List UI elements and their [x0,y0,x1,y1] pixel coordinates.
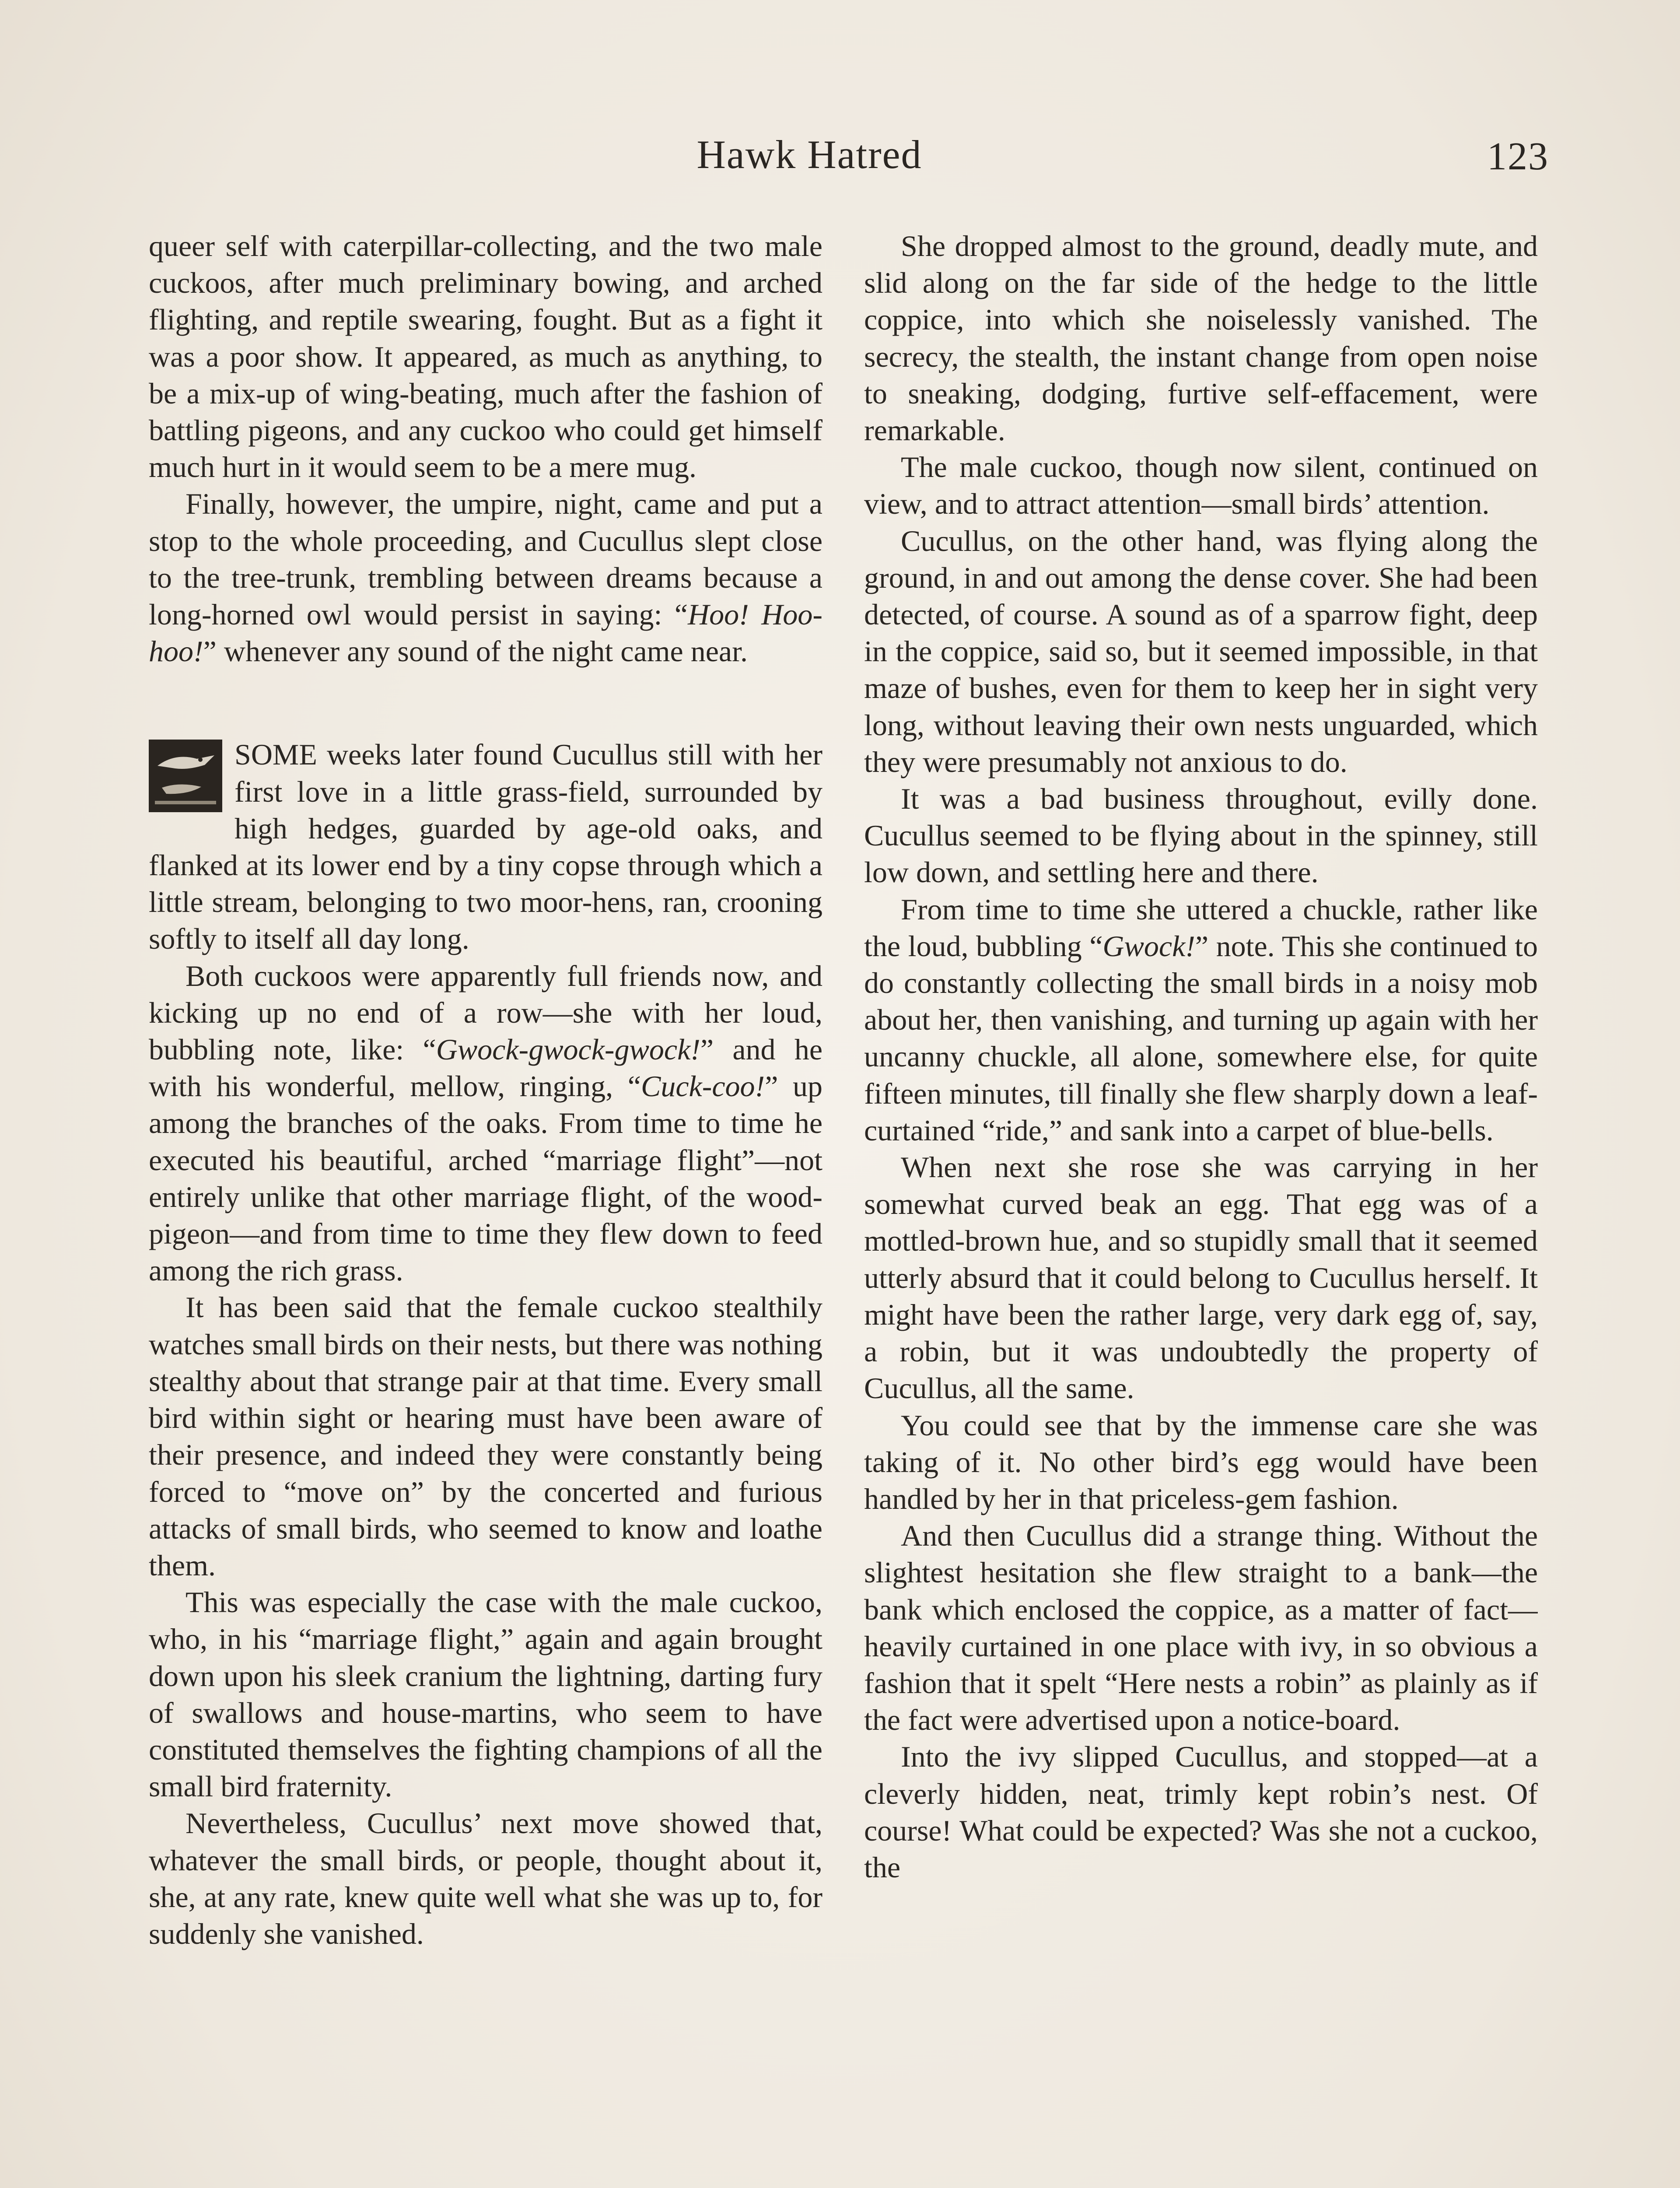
decorative-initial-ornament [149,740,222,812]
paragraph: Cucullus, on the other hand, was flying along the ground, in and out among the dense cover. She had been detected, of course. A sound as of a sparrow fight, deep in the coppice, said so, but it seemed impossible, in that maze of bushes, even for them to keep her in sight very long, without leaving their own nests unguarded, which they were presumably not anxious to do. [864,524,1538,778]
paragraph: It was a bad business throughout, evilly done. Cucullus seemed to be flying about in the spinney, still low down, and settling here and there. [864,782,1538,889]
paragraph: It has been said that the female cuckoo stealthily watches small birds on their nests, but there was nothing stealthy about that strange pair at that time. Every small bird within sight or hearing must have been aware of their presence, and indeed they were constantly being forced to “move on” by the concerted and furious attacks of small birds, who seemed to know and loathe them. [149,1290,822,1582]
paragraph: This was especially the case with the male cuckoo, who, in his “marriage flight,” again and again brought down upon his sleek cranium the lightning, darting fury of swallows and house-martins, who seem to have constituted themselves the fighting champions of all the small bird fraternity. [149,1585,822,1803]
page-number: 123 [1487,135,1549,178]
running-head-title: Hawk Hatred [696,132,922,177]
paragraph: She dropped almost to the ground, deadly mute, and slid along on the far side of the hedge to the little coppice, into which she noiselessly vanished. The secrecy, the stealth, the instant change from open noise to sneaking, dodging, furtive self-effacement, were remarkable. [864,229,1538,447]
bird-vignette-icon [149,740,222,812]
left-column [149,228,822,2188]
right-column [864,228,1538,2188]
paragraph: You could see that by the immense care she was taking of it. No other bird’s egg would have been handled by her in that priceless-gem fashion. [864,1408,1538,1515]
paragraph: When next she rose she was carrying in her somewhat curved beak an egg. That egg was of a mottled-brown hue, and so stupidly small that it seemed utterly absurd that it could belong to Cucullus herself. It might have been the rather large, very dark egg of, say, a robin, but it was undoubtedly the property of Cucullus, all the same. [864,1150,1538,1405]
paragraph: Into the ivy slipped Cucullus, and stopped—at a cleverly hidden, neat, trimly kept robin’s nest. Of course! What could be expected? Was she not a cuckoo, the [864,1740,1538,1884]
paragraph: Finally, however, the umpire, night, came and put a stop to the whole proceeding, and Cucullus slept close to the tree-trunk, trembling between dreams because a long-horned owl would persist in saying: “Hoo! Hoo-hoo!” whenever any sound of the night came near. [149,487,822,668]
paragraph: Both cuckoos were apparently full friends now, and kicking up no end of a row—she with her loud, bubbling note, like: “Gwock-gwock-gwock!” and he with his wonderful, mellow, ringing, “Cuck-coo!” up among the branches of the oaks. From time to time he executed his beautiful, arched “marriage flight”—not entirely unlike that other marriage flight, of the wood-pigeon—and from time to time they flew down to feed among the rich grass. [149,959,822,1287]
paragraph: And then Cucullus did a strange thing. Without the slightest hesitation she flew straight to a bank—the bank which enclosed the coppice, as a matter of fact—heavily curtained in one place with ivy, in so obvious a fashion that it spelt “Here nests a robin” as plainly as if the fact were advertised upon a notice-board. [864,1519,1538,1737]
paragraph: Nevertheless, Cucullus’ next move showed that, whatever the small birds, or people, thought about it, she, at any rate, knew quite well what she was up to, for suddenly she vanished. [149,1806,822,1950]
paragraph: From time to time she uttered a chuckle, rather like the loud, bubbling “Gwock!” note. This she continued to do constantly collecting the small birds in a noisy mob about her, then vanishing, and turning up again with her uncanny chuckle, all alone, somewhere else, for quite fifteen minutes, till finally she flew sharply down a leaf-curtained “ride,” and sank into a carpet of blue-bells. [864,892,1538,1147]
paragraph: queer self with caterpillar-collecting, and the two male cuckoos, after much preliminary bowing, and arched flighting, and reptile swearing, fought. But as a fight it was a poor show. It appeared, as much as anything, to be a mix-up of wing-beating, much after the fashion of battling pigeons, and any cuckoo who could get himself much hurt in it would seem to be a mere mug. [149,229,822,484]
section-break [149,670,822,736]
paragraph: SOME weeks later found Cucullus still with her first love in a little grass-field, surrounded by high hedges, guarded by age-old oaks, and flanked at its lower end by a tiny copse through which a little stream, belonging to two moor-hens, ran, crooning softly to itself all day long. [149,738,822,956]
paragraph: The male cuckoo, though now silent, continued on view, and to attract attention—small birds’ attention. [864,450,1538,521]
